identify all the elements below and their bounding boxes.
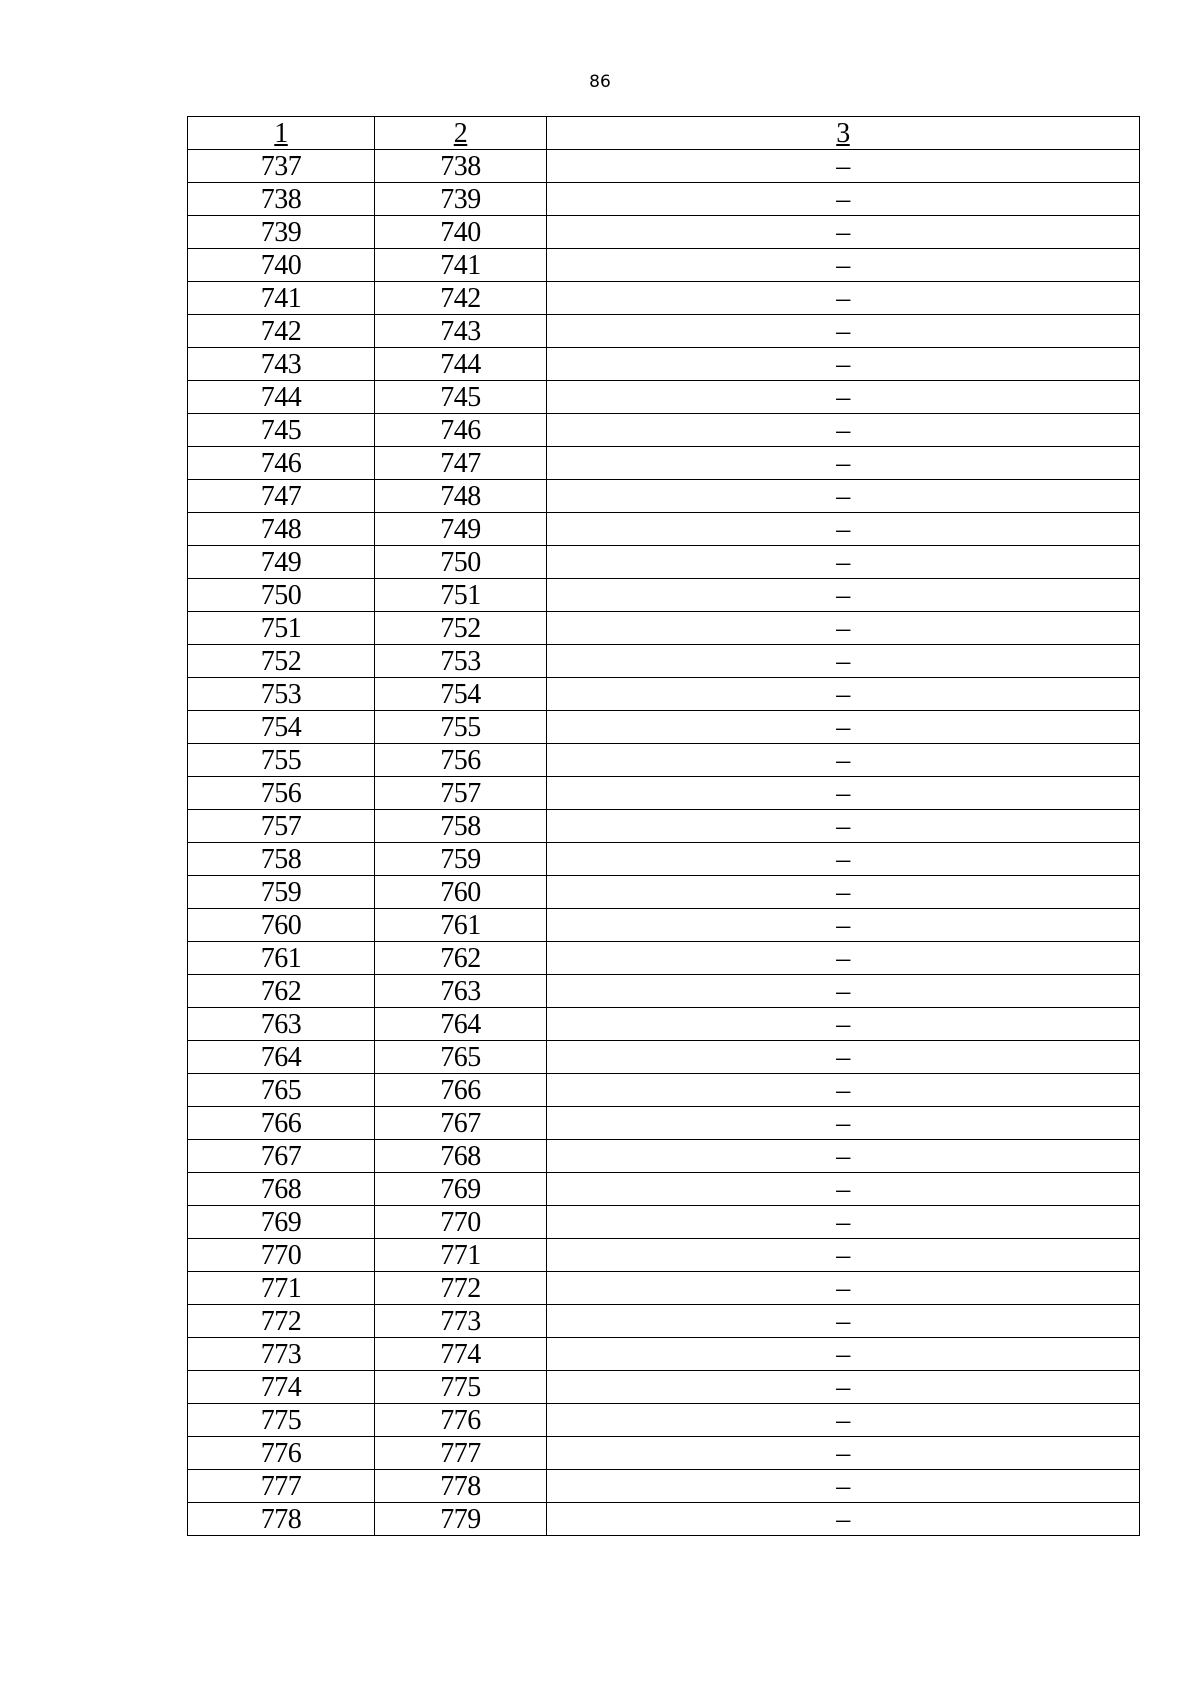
table-cell-col-2: 778	[375, 1470, 547, 1503]
table-cell-col-1: 757	[188, 810, 375, 843]
table-cell-col-2: 739	[375, 183, 547, 216]
table-cell-col-1: 743	[188, 348, 375, 381]
table-cell-col-3: –	[547, 1371, 1140, 1404]
table-cell-col-3: –	[547, 1041, 1140, 1074]
table-row	[188, 744, 1140, 777]
table-row	[188, 348, 1140, 381]
table-row	[188, 645, 1140, 678]
table-cell-col-2: 754	[375, 678, 547, 711]
table-cell-col-1: 748	[188, 513, 375, 546]
table-cell-col-3: –	[547, 282, 1140, 315]
table-row	[188, 315, 1140, 348]
table-cell-col-3: –	[547, 249, 1140, 282]
table-cell-col-3: –	[547, 1470, 1140, 1503]
table-cell-col-2: 777	[375, 1437, 547, 1470]
table-cell-col-1: 758	[188, 843, 375, 876]
table-cell-col-1: 754	[188, 711, 375, 744]
table-cell-col-1: 767	[188, 1140, 375, 1173]
table-cell-col-1: 764	[188, 1041, 375, 1074]
table-cell-col-2: 771	[375, 1239, 547, 1272]
table-cell-col-2: 768	[375, 1140, 547, 1173]
table-row	[188, 1239, 1140, 1272]
table-cell-col-1: 741	[188, 282, 375, 315]
table-cell-col-1: 774	[188, 1371, 375, 1404]
table-cell-col-3: –	[547, 645, 1140, 678]
table-body	[188, 150, 1140, 1536]
table-row	[188, 249, 1140, 282]
table-cell-col-3: –	[547, 414, 1140, 447]
table-cell-col-2: 748	[375, 480, 547, 513]
table-cell-col-3: –	[547, 315, 1140, 348]
table-row	[188, 1338, 1140, 1371]
table-cell-col-3: –	[547, 579, 1140, 612]
table-cell-col-2: 741	[375, 249, 547, 282]
table-cell-col-2: 742	[375, 282, 547, 315]
table-row	[188, 1074, 1140, 1107]
column-header-1-label: 1	[274, 118, 288, 149]
table-cell-col-1: 755	[188, 744, 375, 777]
column-header-1	[188, 117, 375, 150]
table-cell-col-2: 774	[375, 1338, 547, 1371]
table-row	[188, 843, 1140, 876]
table-cell-col-2: 752	[375, 612, 547, 645]
table-cell-col-2: 758	[375, 810, 547, 843]
table-cell-col-1: 751	[188, 612, 375, 645]
table-cell-col-2: 760	[375, 876, 547, 909]
table-cell-col-2: 755	[375, 711, 547, 744]
table-cell-col-3: –	[547, 1437, 1140, 1470]
table-row	[188, 1041, 1140, 1074]
table-cell-col-3: –	[547, 546, 1140, 579]
table-cell-col-1: 769	[188, 1206, 375, 1239]
table-cell-col-3: –	[547, 1173, 1140, 1206]
table-cell-col-1: 775	[188, 1404, 375, 1437]
table-cell-col-2: 775	[375, 1371, 547, 1404]
table-row	[188, 810, 1140, 843]
table-cell-col-3: –	[547, 975, 1140, 1008]
table-cell-col-2: 770	[375, 1206, 547, 1239]
table-row	[188, 1503, 1140, 1536]
table-row	[188, 183, 1140, 216]
data-table	[187, 116, 1140, 1536]
table-row	[188, 216, 1140, 249]
table-cell-col-1: 760	[188, 909, 375, 942]
table-cell-col-2: 753	[375, 645, 547, 678]
table-cell-col-1: 756	[188, 777, 375, 810]
table-cell-col-3: –	[547, 513, 1140, 546]
table-header	[188, 117, 1140, 150]
table-cell-col-2: 779	[375, 1503, 547, 1536]
table-row	[188, 1470, 1140, 1503]
table-cell-col-3: –	[547, 1272, 1140, 1305]
table-row	[188, 711, 1140, 744]
table-cell-col-1: 765	[188, 1074, 375, 1107]
table-row	[188, 546, 1140, 579]
table-cell-col-1: 747	[188, 480, 375, 513]
table-cell-col-1: 776	[188, 1437, 375, 1470]
table-cell-col-2: 740	[375, 216, 547, 249]
table-cell-col-1: 759	[188, 876, 375, 909]
header-row	[188, 117, 1140, 150]
column-header-3-label: 3	[836, 118, 850, 149]
table-cell-col-2: 747	[375, 447, 547, 480]
table-cell-col-2: 746	[375, 414, 547, 447]
table-cell-col-1: 766	[188, 1107, 375, 1140]
table-cell-col-3: –	[547, 1338, 1140, 1371]
table-row	[188, 942, 1140, 975]
table-row	[188, 447, 1140, 480]
table-cell-col-2: 764	[375, 1008, 547, 1041]
table-cell-col-3: –	[547, 678, 1140, 711]
table-cell-col-1: 778	[188, 1503, 375, 1536]
table-row	[188, 975, 1140, 1008]
table-row	[188, 1206, 1140, 1239]
table-cell-col-3: –	[547, 480, 1140, 513]
table-row	[188, 282, 1140, 315]
table-cell-col-2: 757	[375, 777, 547, 810]
table-cell-col-1: 763	[188, 1008, 375, 1041]
table-cell-col-2: 767	[375, 1107, 547, 1140]
table-cell-col-3: –	[547, 1107, 1140, 1140]
table-row	[188, 909, 1140, 942]
table-cell-col-1: 771	[188, 1272, 375, 1305]
table-cell-col-3: –	[547, 1140, 1140, 1173]
table-row	[188, 1437, 1140, 1470]
table-cell-col-2: 763	[375, 975, 547, 1008]
table-cell-col-3: –	[547, 1074, 1140, 1107]
table-row	[188, 1404, 1140, 1437]
table-cell-col-3: –	[547, 1503, 1140, 1536]
table-cell-col-2: 749	[375, 513, 547, 546]
table-cell-col-3: –	[547, 843, 1140, 876]
table-cell-col-1: 738	[188, 183, 375, 216]
table-cell-col-2: 772	[375, 1272, 547, 1305]
table-row	[188, 1107, 1140, 1140]
table-row	[188, 480, 1140, 513]
table-row	[188, 513, 1140, 546]
table-cell-col-1: 739	[188, 216, 375, 249]
table-cell-col-1: 770	[188, 1239, 375, 1272]
table-cell-col-3: –	[547, 810, 1140, 843]
table-cell-col-1: 746	[188, 447, 375, 480]
table-cell-col-1: 750	[188, 579, 375, 612]
table-row	[188, 1140, 1140, 1173]
table-cell-col-3: –	[547, 1305, 1140, 1338]
table-cell-col-3: –	[547, 711, 1140, 744]
table-cell-col-1: 753	[188, 678, 375, 711]
table-cell-col-1: 749	[188, 546, 375, 579]
table-cell-col-2: 773	[375, 1305, 547, 1338]
table-cell-col-2: 766	[375, 1074, 547, 1107]
table-cell-col-3: –	[547, 744, 1140, 777]
table-row	[188, 414, 1140, 447]
table-cell-col-2: 750	[375, 546, 547, 579]
table-cell-col-1: 772	[188, 1305, 375, 1338]
table-cell-col-2: 762	[375, 942, 547, 975]
table-cell-col-3: –	[547, 942, 1140, 975]
table-cell-col-3: –	[547, 1404, 1140, 1437]
table-cell-col-1: 742	[188, 315, 375, 348]
table-row	[188, 1008, 1140, 1041]
column-header-2-label: 2	[453, 118, 468, 149]
table-cell-col-1: 777	[188, 1470, 375, 1503]
table-cell-col-1: 773	[188, 1338, 375, 1371]
table-row	[188, 579, 1140, 612]
table-cell-col-3: –	[547, 216, 1140, 249]
table-cell-col-2: 769	[375, 1173, 547, 1206]
table-row	[188, 1272, 1140, 1305]
table-cell-col-1: 737	[188, 150, 375, 183]
table-row	[188, 150, 1140, 183]
table-cell-col-2: 756	[375, 744, 547, 777]
table-cell-col-2: 743	[375, 315, 547, 348]
table-cell-col-2: 761	[375, 909, 547, 942]
table-cell-col-1: 762	[188, 975, 375, 1008]
column-header-3	[547, 117, 1140, 150]
table-row	[188, 1371, 1140, 1404]
table-cell-col-1: 740	[188, 249, 375, 282]
table-cell-col-2: 738	[375, 150, 547, 183]
table-cell-col-3: –	[547, 909, 1140, 942]
table-row	[188, 381, 1140, 414]
table-cell-col-2: 751	[375, 579, 547, 612]
table-cell-col-3: –	[547, 381, 1140, 414]
column-header-2	[375, 117, 547, 150]
table-cell-col-2: 765	[375, 1041, 547, 1074]
table-cell-col-3: –	[547, 876, 1140, 909]
page-number: 86	[589, 72, 611, 92]
table-cell-col-2: 745	[375, 381, 547, 414]
table-row	[188, 1305, 1140, 1338]
table-row	[188, 678, 1140, 711]
table-cell-col-2: 776	[375, 1404, 547, 1437]
table-cell-col-2: 744	[375, 348, 547, 381]
table-cell-col-1: 745	[188, 414, 375, 447]
table-cell-col-3: –	[547, 150, 1140, 183]
table-cell-col-3: –	[547, 1206, 1140, 1239]
table-cell-col-1: 744	[188, 381, 375, 414]
table-cell-col-3: –	[547, 183, 1140, 216]
table-row	[188, 777, 1140, 810]
table-cell-col-1: 768	[188, 1173, 375, 1206]
table-cell-col-3: –	[547, 612, 1140, 645]
table-cell-col-2: 759	[375, 843, 547, 876]
table-cell-col-1: 752	[188, 645, 375, 678]
table-row	[188, 1173, 1140, 1206]
table-row	[188, 612, 1140, 645]
table-row	[188, 876, 1140, 909]
table-cell-col-3: –	[547, 1239, 1140, 1272]
table-cell-col-3: –	[547, 348, 1140, 381]
table-cell-col-1: 761	[188, 942, 375, 975]
table-cell-col-3: –	[547, 777, 1140, 810]
table-cell-col-3: –	[547, 1008, 1140, 1041]
table-cell-col-3: –	[547, 447, 1140, 480]
